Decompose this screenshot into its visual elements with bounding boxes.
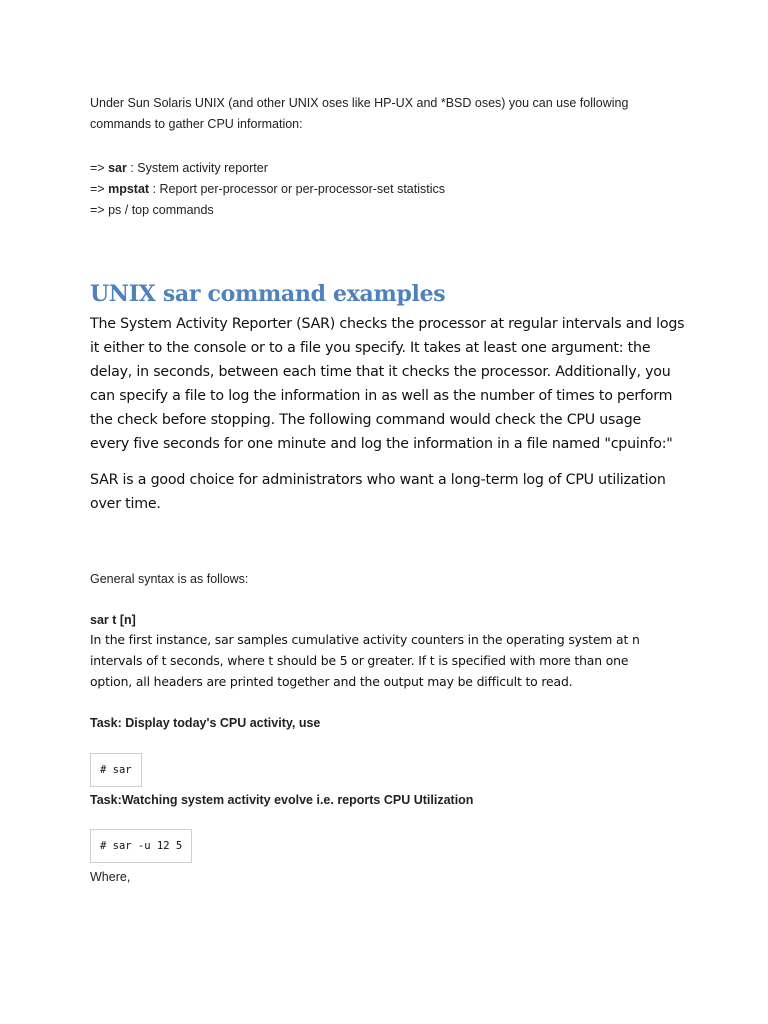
paragraph-line: the check before stopping. The following command would check the CPU usage [90,412,642,428]
paragraph-line: option, all headers are printed together and the output may be difficult to read. [90,674,573,689]
paragraph-line: every five seconds for one minute and log the information in a file named "cpuinfo:" [90,436,673,452]
paragraph-line: delay, in seconds, between each time that it checks the processor. Additionally, you [90,364,671,380]
paragraph-line: In the first instance, sar samples cumulative activity counters in the operating system at n [90,632,640,647]
intro-line-2: commands to gather CPU information: [90,117,303,131]
command-list [90,158,445,221]
paragraph-line: SAR is a good choice for administrators who want a long-term log of CPU utilization [90,472,666,488]
command-name-sar: sar [108,161,127,175]
code-block-sar: # sar [90,753,142,787]
task-display-cpu: Task: Display today's CPU activity, use [90,716,321,730]
syntax-line: sar t [n] [90,613,136,627]
section-heading: UNIX sar command examples [90,281,446,307]
command-item-sar: => sar : System activity reporter [90,161,268,175]
paragraph-line: can specify a file to log the information in as well as the number of times to perform [90,388,673,404]
paragraph-line: The System Activity Reporter (SAR) checks the processor at regular intervals and logs [90,316,685,332]
where-label: Where, [90,870,131,884]
paragraph-line: it either to the console or to a file you specify. It takes at least one argument: the [90,340,651,356]
sar-choice-paragraph [90,468,710,516]
syntax-intro: General syntax is as follows: [90,572,249,586]
intro-line-1: Under Sun Solaris UNIX (and other UNIX oses like HP-UX and *BSD oses) you can use following [90,96,629,110]
sar-description-paragraph [90,312,710,456]
paragraph-line: over time. [90,496,161,512]
command-item-mpstat: => mpstat : Report per-processor or per-processor-set statistics [90,182,445,196]
command-name-mpstat: mpstat [108,182,150,196]
task-watch-activity: Task:Watching system activity evolve i.e. reports CPU Utilization [90,793,474,807]
paragraph-line: intervals of t seconds, where t should be 5 or greater. If t is specified with more than one [90,653,629,668]
intro-paragraph [90,93,628,135]
syntax-description [90,629,710,692]
code-block-sar-u: # sar -u 12 5 [90,829,192,863]
command-item-ps-top: => ps / top commands [90,203,214,217]
